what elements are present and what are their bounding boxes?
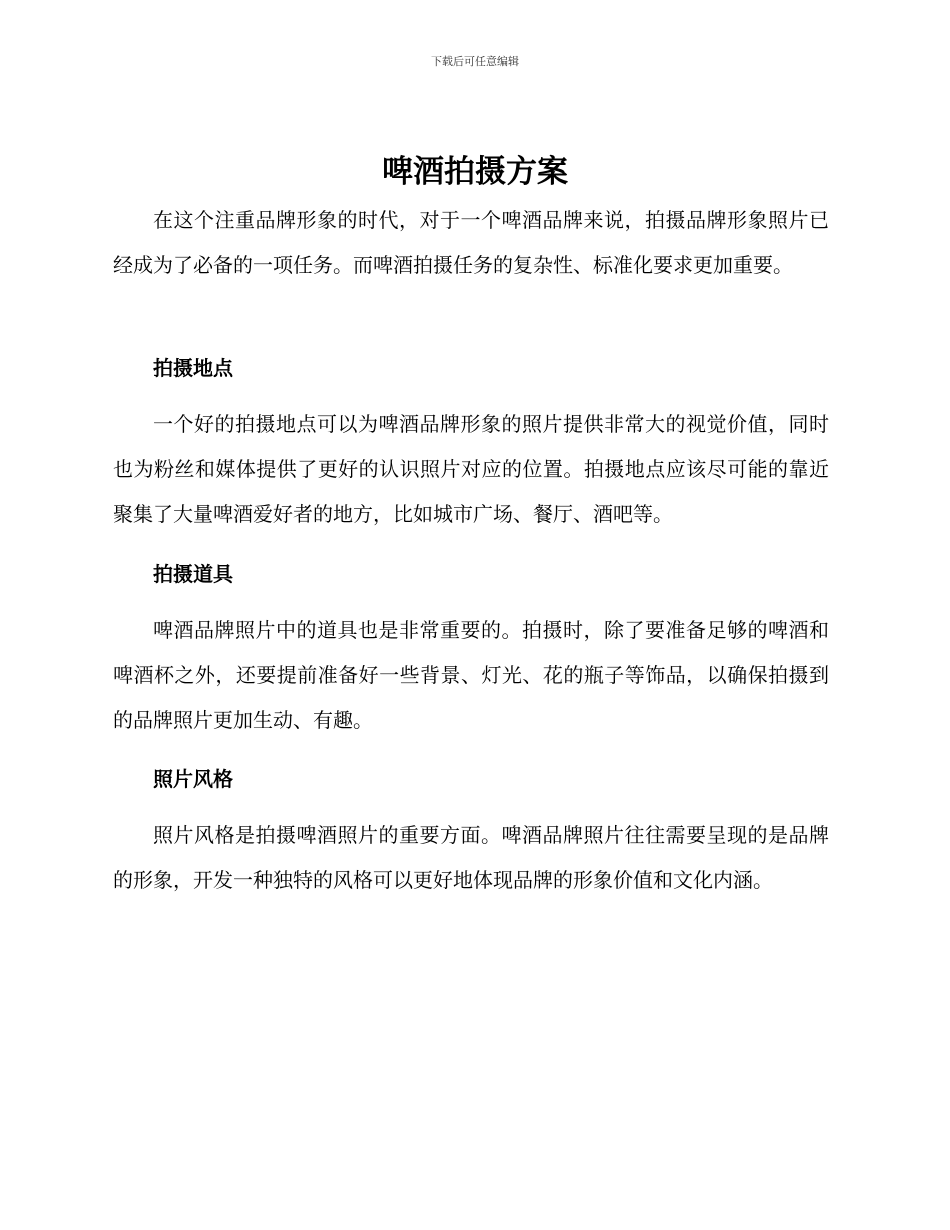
intro-paragraph: 在这个注重品牌形象的时代，对于一个啤酒品牌来说，拍摄品牌形象照片已经成为了必备的一项任务。而啤酒拍摄任务的复杂性、标准化要求更加重要。 [113, 208, 829, 277]
document-title: 啤酒拍摄方案 [382, 154, 568, 190]
section-body-style: 照片风格是拍摄啤酒照片的重要方面。啤酒品牌照片往往需要呈现的是品牌的形象，开发一种独特的风格可以更好地体现品牌的形象价值和文化内涵。 [113, 823, 829, 892]
section-heading-location: 拍摄地点 [153, 356, 233, 380]
header-note: 下载后可任意编辑 [431, 55, 519, 68]
section-body-location: 一个好的拍摄地点可以为啤酒品牌形象的照片提供非常大的视觉价值，同时也为粉丝和媒体提供了更好的认识照片对应的位置。拍摄地点应该尽可能的靠近聚集了大量啤酒爱好者的地方，比如城市广场、餐厅、酒吧等。 [113, 412, 829, 526]
section-heading-props: 拍摄道具 [153, 562, 233, 586]
section-heading-style: 照片风格 [153, 767, 233, 791]
section-body-props: 啤酒品牌照片中的道具也是非常重要的。拍摄时，除了要准备足够的啤酒和啤酒杯之外，还要提前准备好一些背景、灯光、花的瓶子等饰品，以确保拍摄到的品牌照片更加生动、有趣。 [113, 618, 829, 732]
